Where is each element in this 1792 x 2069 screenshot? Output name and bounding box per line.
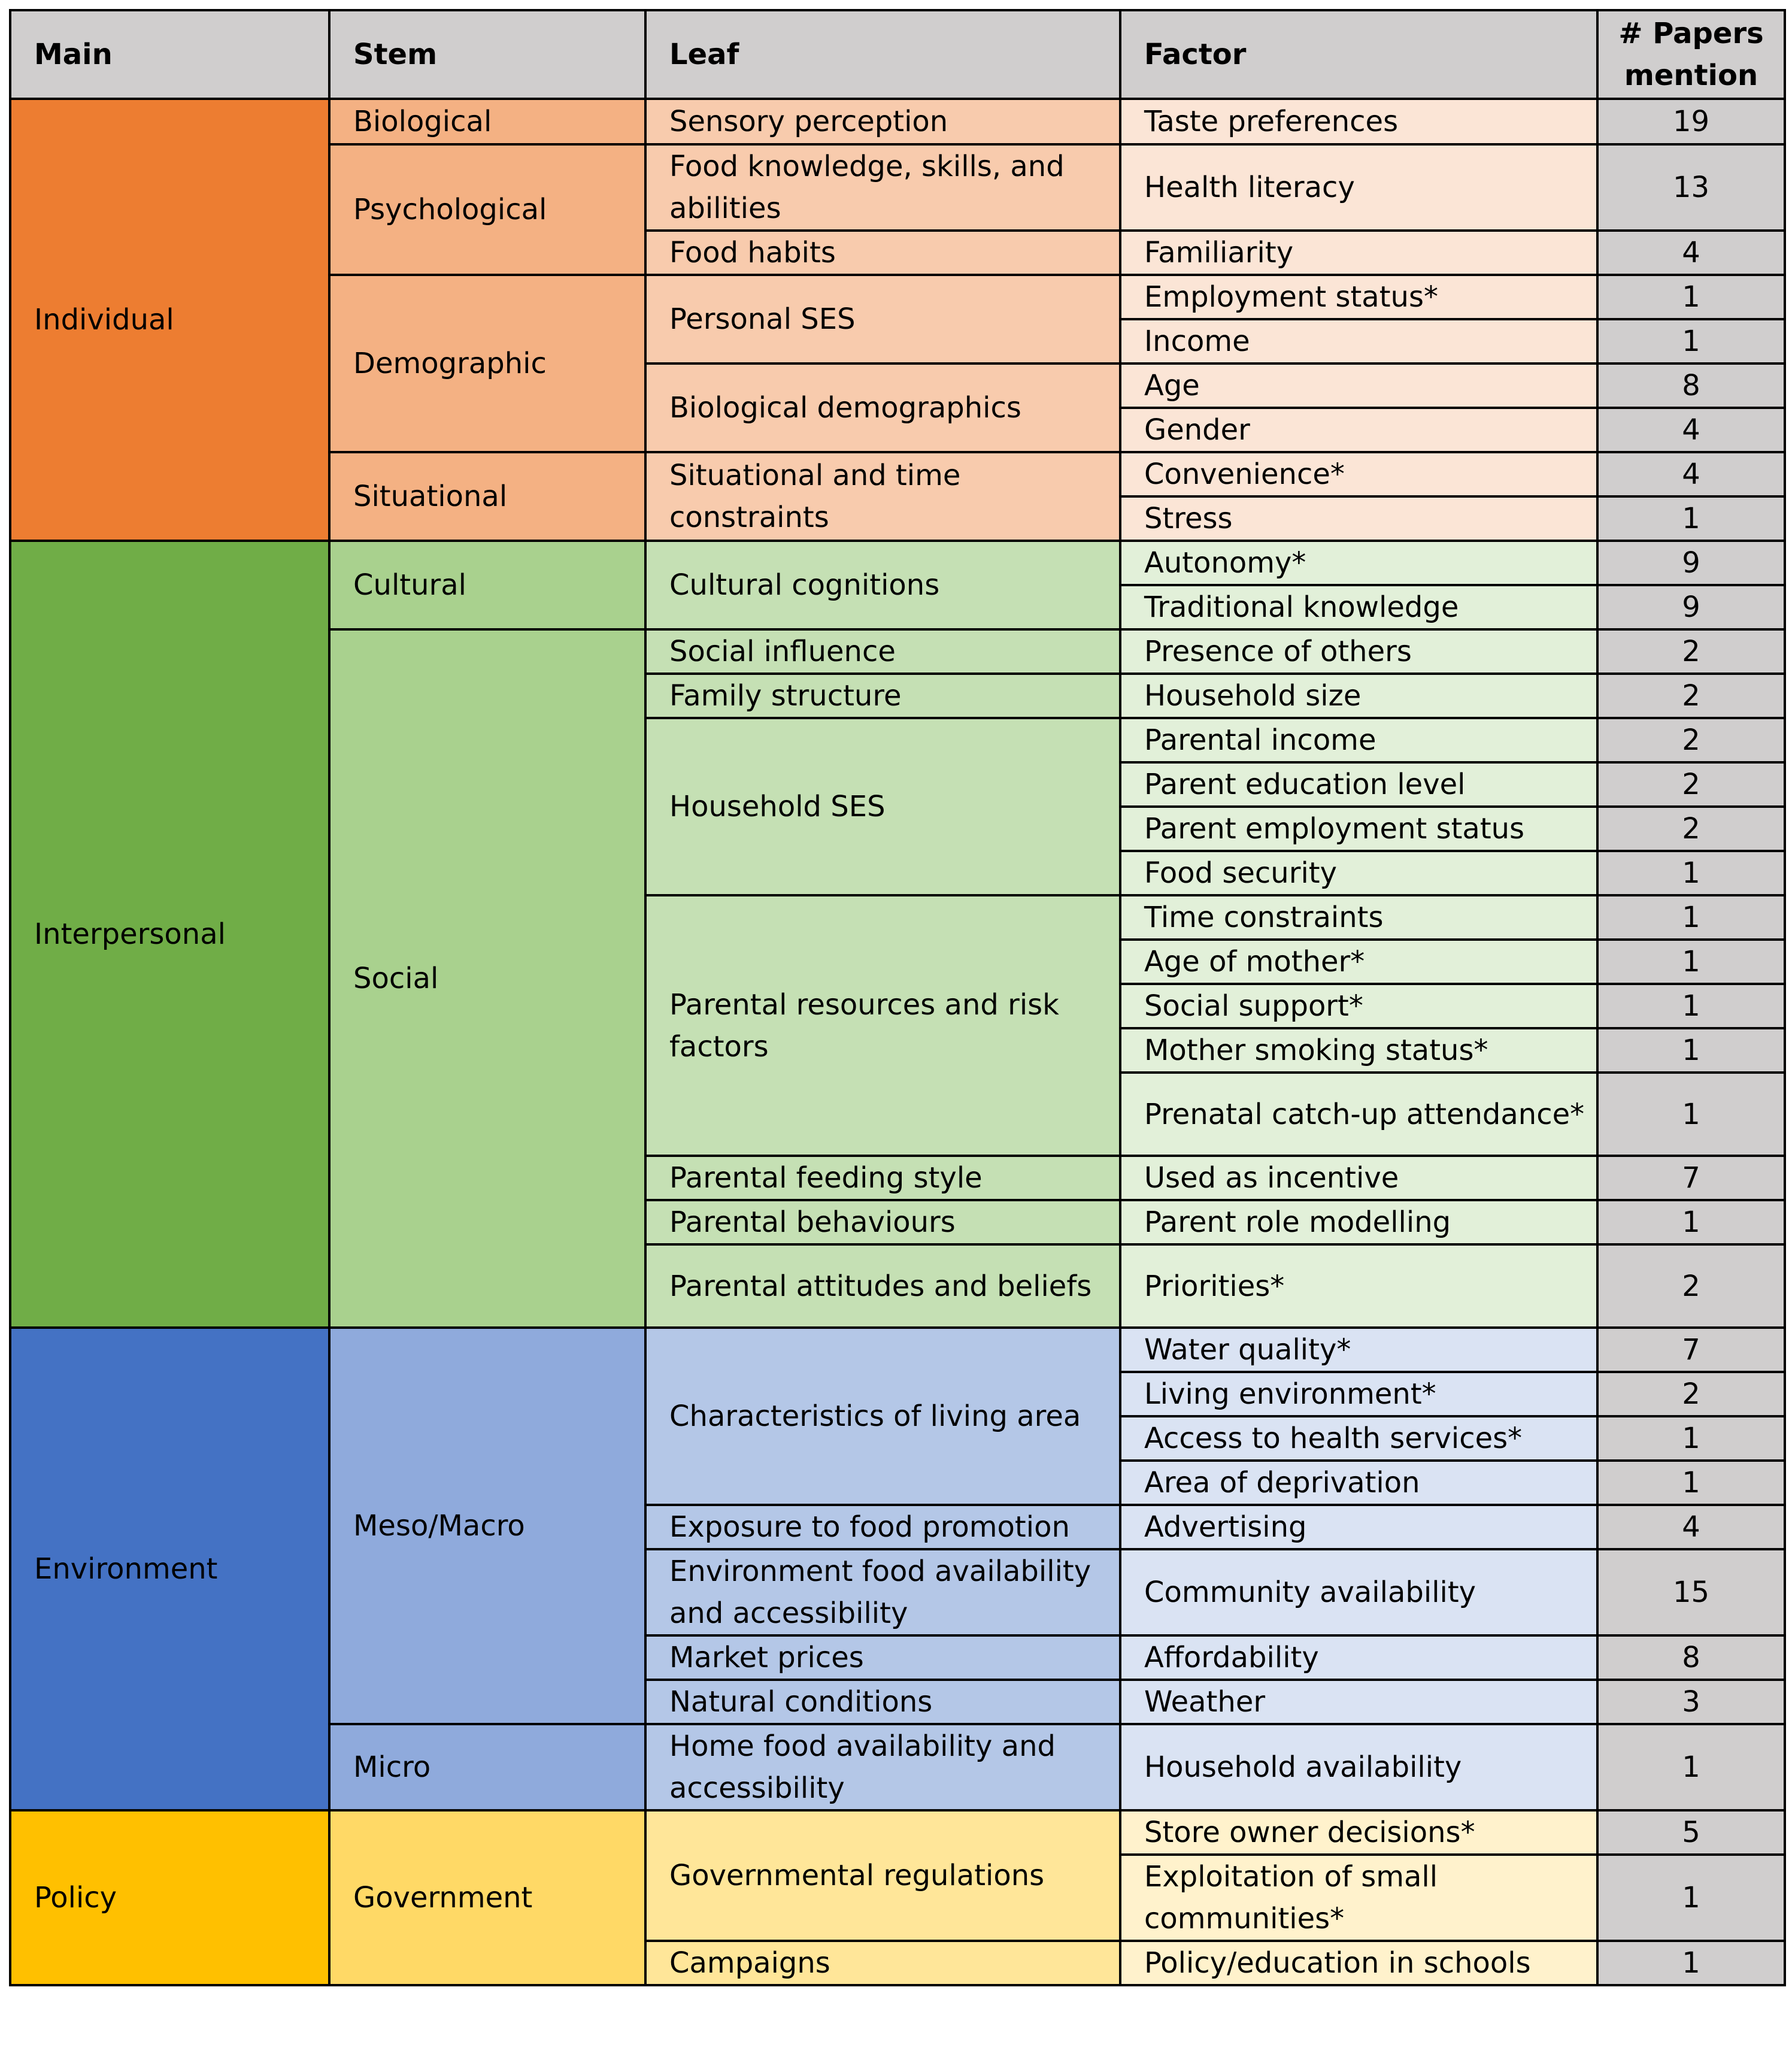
papers-count-cell: 2 [1597, 1372, 1785, 1416]
factor-cell-food-security: Food security [1120, 851, 1597, 895]
factor-cell-presence-of-others: Presence of others [1120, 629, 1597, 674]
leaf-cell-sensory-perception: Sensory perception [645, 99, 1120, 144]
papers-count-cell: 3 [1597, 1680, 1785, 1724]
factor-cell-water-quality: Water quality* [1120, 1328, 1597, 1372]
factor-cell-employment-status: Employment status* [1120, 275, 1597, 319]
factor-cell-social-support: Social support* [1120, 984, 1597, 1028]
header-main: Main [10, 10, 329, 99]
leaf-cell-food-habits: Food habits [645, 231, 1120, 275]
papers-count-cell: 1 [1597, 496, 1785, 541]
leaf-cell-biological-demographics: Biological demographics [645, 363, 1120, 452]
table-row [10, 99, 1785, 144]
factor-cell-community-availability: Community availability [1120, 1549, 1597, 1635]
papers-count-cell: 2 [1597, 718, 1785, 762]
factor-cell-autonomy: Autonomy* [1120, 541, 1597, 585]
papers-count-cell: 4 [1597, 408, 1785, 452]
leaf-cell-situational-and-time-constraints: Situational and time constraints [645, 452, 1120, 541]
factor-cell-affordability: Affordability [1120, 1635, 1597, 1680]
header-row [10, 10, 1785, 99]
papers-count-cell: 4 [1597, 452, 1785, 496]
leaf-cell-parental-resources-and-risk-factors: Parental resources and risk factors [645, 895, 1120, 1156]
papers-count-cell: 1 [1597, 851, 1785, 895]
factor-cell-health-literacy: Health literacy [1120, 144, 1597, 231]
factor-cell-gender: Gender [1120, 408, 1597, 452]
factor-cell-store-owner-decisions: Store owner decisions* [1120, 1810, 1597, 1855]
leaf-cell-home-food-availability-and-accessibility: Home food availability and accessibility [645, 1724, 1120, 1810]
table-row [10, 1328, 1785, 1372]
factor-cell-age: Age [1120, 363, 1597, 408]
papers-count-cell: 1 [1597, 275, 1785, 319]
stem-cell-social: Social [329, 629, 645, 1328]
factor-cell-household-size: Household size [1120, 674, 1597, 718]
papers-count-cell: 9 [1597, 585, 1785, 629]
papers-count-cell: 9 [1597, 541, 1785, 585]
header-stem: Stem [329, 10, 645, 99]
factor-cell-parental-income: Parental income [1120, 718, 1597, 762]
leaf-cell-parental-behaviours: Parental behaviours [645, 1200, 1120, 1244]
papers-count-cell: 1 [1597, 1416, 1785, 1461]
factor-cell-access-to-health-services: Access to health services* [1120, 1416, 1597, 1461]
papers-count-cell: 2 [1597, 629, 1785, 674]
papers-count-cell: 8 [1597, 1635, 1785, 1680]
papers-count-cell: 1 [1597, 1028, 1785, 1073]
leaf-cell-exposure-to-food-promotion: Exposure to food promotion [645, 1505, 1120, 1549]
leaf-cell-market-prices: Market prices [645, 1635, 1120, 1680]
table-row [10, 541, 1785, 585]
main-cell-environment: Environment [10, 1328, 329, 1810]
stem-cell-cultural: Cultural [329, 541, 645, 629]
factor-cell-area-of-deprivation: Area of deprivation [1120, 1461, 1597, 1505]
factor-cell-household-availability: Household availability [1120, 1724, 1597, 1810]
leaf-cell-household-ses: Household SES [645, 718, 1120, 895]
leaf-cell-social-influence: Social influence [645, 629, 1120, 674]
papers-count-cell: 13 [1597, 144, 1785, 231]
papers-count-cell: 2 [1597, 1244, 1785, 1328]
papers-count-cell: 1 [1597, 1941, 1785, 1985]
stem-cell-meso-macro: Meso/Macro [329, 1328, 645, 1724]
papers-count-cell: 1 [1597, 1724, 1785, 1810]
papers-count-cell: 1 [1597, 984, 1785, 1028]
factor-cell-policy-education-in-schools: Policy/education in schools [1120, 1941, 1597, 1985]
leaf-cell-environment-food-availability-and-accessibility: Environment food availability and accessibility [645, 1549, 1120, 1635]
stem-cell-micro: Micro [329, 1724, 645, 1810]
factor-cell-time-constraints: Time constraints [1120, 895, 1597, 940]
papers-count-cell: 1 [1597, 1461, 1785, 1505]
papers-count-cell: 15 [1597, 1549, 1785, 1635]
papers-count-cell: 1 [1597, 1200, 1785, 1244]
leaf-cell-cultural-cognitions: Cultural cognitions [645, 541, 1120, 629]
papers-count-cell: 2 [1597, 762, 1785, 807]
factor-cell-used-as-incentive: Used as incentive [1120, 1156, 1597, 1200]
stem-cell-situational: Situational [329, 452, 645, 541]
factor-table [9, 9, 1786, 1986]
factor-cell-familiarity: Familiarity [1120, 231, 1597, 275]
main-cell-interpersonal: Interpersonal [10, 541, 329, 1328]
stem-cell-psychological: Psychological [329, 144, 645, 275]
factor-cell-living-environment: Living environment* [1120, 1372, 1597, 1416]
factor-cell-stress: Stress [1120, 496, 1597, 541]
main-cell-policy: Policy [10, 1810, 329, 1985]
papers-count-cell: 4 [1597, 231, 1785, 275]
leaf-cell-food-knowledge-skills-and-abilities: Food knowledge, skills, and abilities [645, 144, 1120, 231]
papers-count-cell: 1 [1597, 1073, 1785, 1156]
factor-cell-prenatal-catch-up-attendance: Prenatal catch-up attendance* [1120, 1073, 1597, 1156]
papers-count-cell: 7 [1597, 1328, 1785, 1372]
factor-cell-priorities: Priorities* [1120, 1244, 1597, 1328]
papers-count-cell: 5 [1597, 1810, 1785, 1855]
leaf-cell-personal-ses: Personal SES [645, 275, 1120, 363]
leaf-cell-campaigns: Campaigns [645, 1941, 1120, 1985]
papers-count-cell: 1 [1597, 1855, 1785, 1941]
papers-count-cell: 1 [1597, 319, 1785, 363]
papers-count-cell: 19 [1597, 99, 1785, 144]
papers-count-cell: 1 [1597, 895, 1785, 940]
leaf-cell-parental-attitudes-and-beliefs: Parental attitudes and beliefs [645, 1244, 1120, 1328]
factor-cell-exploitation-of-small-communities: Exploitation of small communities* [1120, 1855, 1597, 1941]
header-papers-mention: # Papers mention [1597, 10, 1785, 99]
main-cell-individual: Individual [10, 99, 329, 541]
factor-cell-mother-smoking-status: Mother smoking status* [1120, 1028, 1597, 1073]
papers-count-cell: 1 [1597, 940, 1785, 984]
factor-cell-traditional-knowledge: Traditional knowledge [1120, 585, 1597, 629]
papers-count-cell: 2 [1597, 674, 1785, 718]
factor-cell-weather: Weather [1120, 1680, 1597, 1724]
factor-cell-parent-role-modelling: Parent role modelling [1120, 1200, 1597, 1244]
papers-count-cell: 7 [1597, 1156, 1785, 1200]
factor-cell-taste-preferences: Taste preferences [1120, 99, 1597, 144]
leaf-cell-parental-feeding-style: Parental feeding style [645, 1156, 1120, 1200]
header-leaf: Leaf [645, 10, 1120, 99]
factor-cell-convenience: Convenience* [1120, 452, 1597, 496]
table-body [10, 99, 1785, 1985]
stem-cell-government: Government [329, 1810, 645, 1985]
header-factor: Factor [1120, 10, 1597, 99]
factor-cell-age-of-mother: Age of mother* [1120, 940, 1597, 984]
factor-cell-parent-education-level: Parent education level [1120, 762, 1597, 807]
papers-count-cell: 2 [1597, 807, 1785, 851]
stem-cell-demographic: Demographic [329, 275, 645, 452]
leaf-cell-governmental-regulations: Governmental regulations [645, 1810, 1120, 1941]
factor-cell-income: Income [1120, 319, 1597, 363]
table-row [10, 1810, 1785, 1855]
leaf-cell-characteristics-of-living-area: Characteristics of living area [645, 1328, 1120, 1505]
stem-cell-biological: Biological [329, 99, 645, 144]
papers-count-cell: 4 [1597, 1505, 1785, 1549]
factor-cell-advertising: Advertising [1120, 1505, 1597, 1549]
factor-cell-parent-employment-status: Parent employment status [1120, 807, 1597, 851]
leaf-cell-natural-conditions: Natural conditions [645, 1680, 1120, 1724]
leaf-cell-family-structure: Family structure [645, 674, 1120, 718]
papers-count-cell: 8 [1597, 363, 1785, 408]
